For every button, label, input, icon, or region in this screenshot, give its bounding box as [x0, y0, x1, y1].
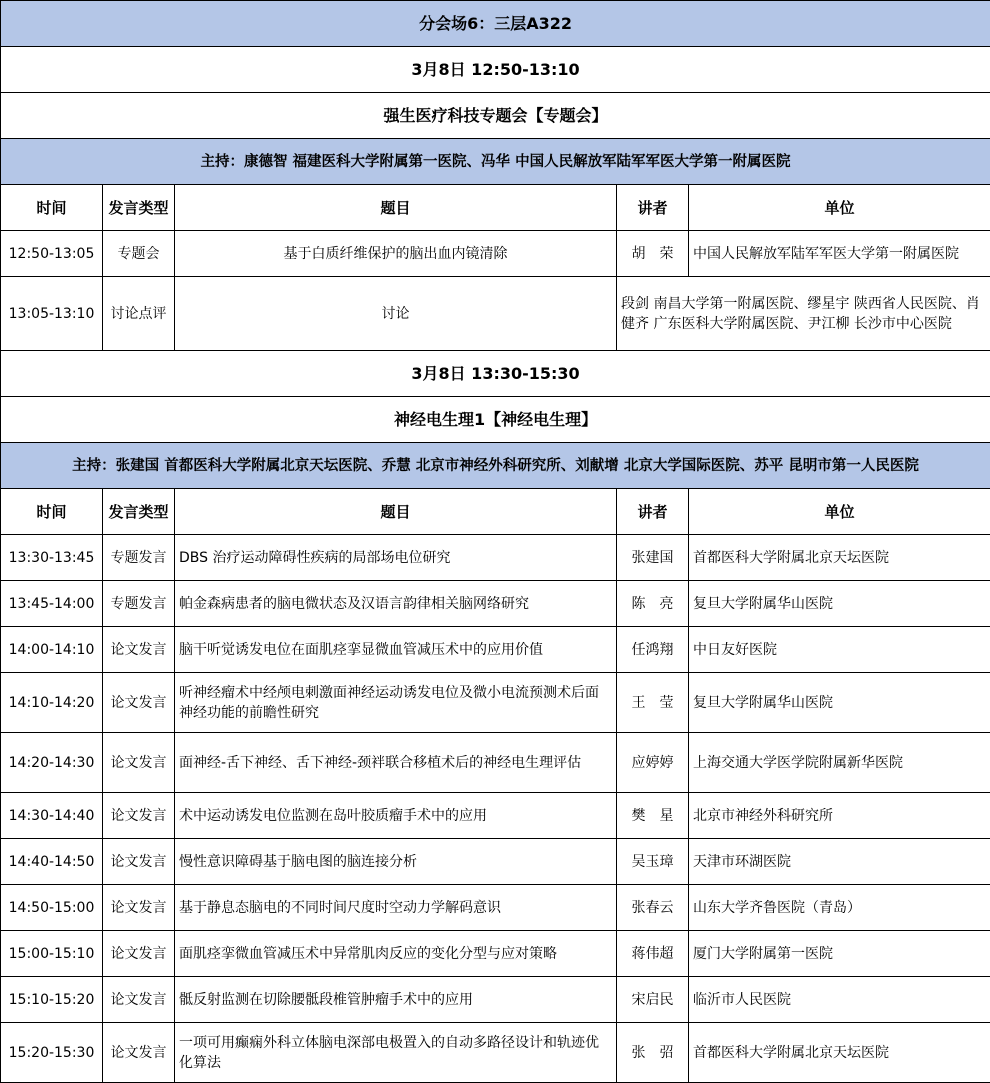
row-time: 14:50-15:00 — [1, 885, 103, 931]
row-topic: 讨论 — [175, 277, 617, 351]
table-row — [1, 793, 990, 839]
session1-hosts: 主持：康德智 福建医科大学附属第一医院、冯华 中国人民解放军陆军军医大学第一附属医院 — [1, 139, 990, 185]
row-time: 15:20-15:30 — [1, 1023, 103, 1083]
row-time: 13:30-13:45 — [1, 535, 103, 581]
row-time: 14:30-14:40 — [1, 793, 103, 839]
row-type: 论文发言 — [103, 1023, 175, 1083]
table-row — [1, 231, 990, 277]
row-topic: 脑干听觉诱发电位在面肌痉挛显微血管减压术中的应用价值 — [175, 627, 617, 673]
session2-column-header — [1, 489, 990, 535]
row-unit: 临沂市人民医院 — [689, 977, 990, 1023]
row-unit: 中日友好医院 — [689, 627, 990, 673]
session1-title-row — [1, 93, 990, 139]
row-topic: 基于白质纤维保护的脑出血内镜清除 — [175, 231, 617, 277]
row-type: 论文发言 — [103, 931, 175, 977]
col-speaker-header: 讲者 — [617, 489, 689, 535]
row-unit: 复旦大学附属华山医院 — [689, 673, 990, 733]
row-topic: 面神经-舌下神经、舌下神经-颈袢联合移植术后的神经电生理评估 — [175, 733, 617, 793]
row-time: 14:20-14:30 — [1, 733, 103, 793]
row-speaker: 王 莹 — [617, 673, 689, 733]
col-topic-header: 题目 — [175, 489, 617, 535]
row-speaker: 任鸿翔 — [617, 627, 689, 673]
table-row — [1, 931, 990, 977]
row-speaker: 樊 星 — [617, 793, 689, 839]
session2-title-row — [1, 397, 990, 443]
session1-title: 强生医疗科技专题会【专题会】 — [1, 93, 990, 139]
row-time: 14:40-14:50 — [1, 839, 103, 885]
row-type: 论文发言 — [103, 793, 175, 839]
row-unit: 山东大学齐鲁医院（青岛） — [689, 885, 990, 931]
session2-datetime: 3月8日 13:30-15:30 — [1, 351, 990, 397]
row-topic: 慢性意识障碍基于脑电图的脑连接分析 — [175, 839, 617, 885]
col-type-header: 发言类型 — [103, 489, 175, 535]
row-type: 论文发言 — [103, 839, 175, 885]
row-topic: 基于静息态脑电的不同时间尺度时空动力学解码意识 — [175, 885, 617, 931]
venue-title: 分会场6：三层A322 — [1, 1, 990, 47]
table-row — [1, 733, 990, 793]
row-unit: 天津市环湖医院 — [689, 839, 990, 885]
row-time: 15:00-15:10 — [1, 931, 103, 977]
row-topic: 术中运动诱发电位监测在岛叶胶质瘤手术中的应用 — [175, 793, 617, 839]
row-unit: 厦门大学附属第一医院 — [689, 931, 990, 977]
row-time: 14:00-14:10 — [1, 627, 103, 673]
row-speaker: 张春云 — [617, 885, 689, 931]
session2-title: 神经电生理1【神经电生理】 — [1, 397, 990, 443]
row-speaker: 应婷婷 — [617, 733, 689, 793]
row-unit: 北京市神经外科研究所 — [689, 793, 990, 839]
table-row — [1, 839, 990, 885]
row-unit: 首都医科大学附属北京天坛医院 — [689, 535, 990, 581]
venue-row — [1, 1, 990, 47]
row-type: 论文发言 — [103, 977, 175, 1023]
session1-datetime: 3月8日 12:50-13:10 — [1, 47, 990, 93]
col-time-header: 时间 — [1, 185, 103, 231]
row-topic: 骶反射监测在切除腰骶段椎管肿瘤手术中的应用 — [175, 977, 617, 1023]
row-time: 14:10-14:20 — [1, 673, 103, 733]
row-time: 12:50-13:05 — [1, 231, 103, 277]
row-type: 专题发言 — [103, 535, 175, 581]
table-row — [1, 977, 990, 1023]
table-row — [1, 277, 990, 351]
row-unit: 中国人民解放军陆军军医大学第一附属医院 — [689, 231, 990, 277]
col-unit-header: 单位 — [689, 185, 990, 231]
row-time: 13:05-13:10 — [1, 277, 103, 351]
row-topic: 帕金森病患者的脑电微状态及汉语言韵律相关脑网络研究 — [175, 581, 617, 627]
row-type: 专题发言 — [103, 581, 175, 627]
row-topic: 面肌痉挛微血管减压术中异常肌肉反应的变化分型与应对策略 — [175, 931, 617, 977]
row-unit: 复旦大学附属华山医院 — [689, 581, 990, 627]
table-row — [1, 1023, 990, 1083]
row-speaker: 蒋伟超 — [617, 931, 689, 977]
session2-hosts-row — [1, 443, 990, 489]
row-speaker: 陈 亮 — [617, 581, 689, 627]
session1-datetime-row — [1, 47, 990, 93]
row-time: 15:10-15:20 — [1, 977, 103, 1023]
col-time-header: 时间 — [1, 489, 103, 535]
row-speaker: 胡 荣 — [617, 231, 689, 277]
row-speaker: 张建国 — [617, 535, 689, 581]
row-type: 论文发言 — [103, 733, 175, 793]
row-type: 专题会 — [103, 231, 175, 277]
col-topic-header: 题目 — [175, 185, 617, 231]
table-row — [1, 673, 990, 733]
row-type: 论文发言 — [103, 627, 175, 673]
table-row — [1, 581, 990, 627]
table-row — [1, 885, 990, 931]
row-speaker: 张 弨 — [617, 1023, 689, 1083]
session2-hosts: 主持：张建国 首都医科大学附属北京天坛医院、乔慧 北京市神经外科研究所、刘献增 北京大学国际医院、苏平 昆明市第一人民医院 — [1, 443, 990, 489]
session1-hosts-row — [1, 139, 990, 185]
table-row — [1, 627, 990, 673]
row-time: 13:45-14:00 — [1, 581, 103, 627]
row-type: 论文发言 — [103, 673, 175, 733]
table-row — [1, 535, 990, 581]
row-type: 论文发言 — [103, 885, 175, 931]
session1-column-header — [1, 185, 990, 231]
col-type-header: 发言类型 — [103, 185, 175, 231]
session2-datetime-row — [1, 351, 990, 397]
row-topic: DBS 治疗运动障碍性疾病的局部场电位研究 — [175, 535, 617, 581]
col-speaker-header: 讲者 — [617, 185, 689, 231]
row-topic: 一项可用癫痫外科立体脑电深部电极置入的自动多路径设计和轨迹优化算法 — [175, 1023, 617, 1083]
row-unit: 首都医科大学附属北京天坛医院 — [689, 1023, 990, 1083]
row-discussants: 段剑 南昌大学第一附属医院、缪星宇 陕西省人民医院、肖健齐 广东医科大学附属医院、尹江柳 长沙市中心医院 — [617, 277, 990, 351]
col-unit-header: 单位 — [689, 489, 990, 535]
row-type: 讨论点评 — [103, 277, 175, 351]
row-speaker: 宋启民 — [617, 977, 689, 1023]
row-speaker: 吴玉璋 — [617, 839, 689, 885]
row-topic: 听神经瘤术中经颅电刺激面神经运动诱发电位及微小电流预测术后面神经功能的前瞻性研究 — [175, 673, 617, 733]
row-unit: 上海交通大学医学院附属新华医院 — [689, 733, 990, 793]
